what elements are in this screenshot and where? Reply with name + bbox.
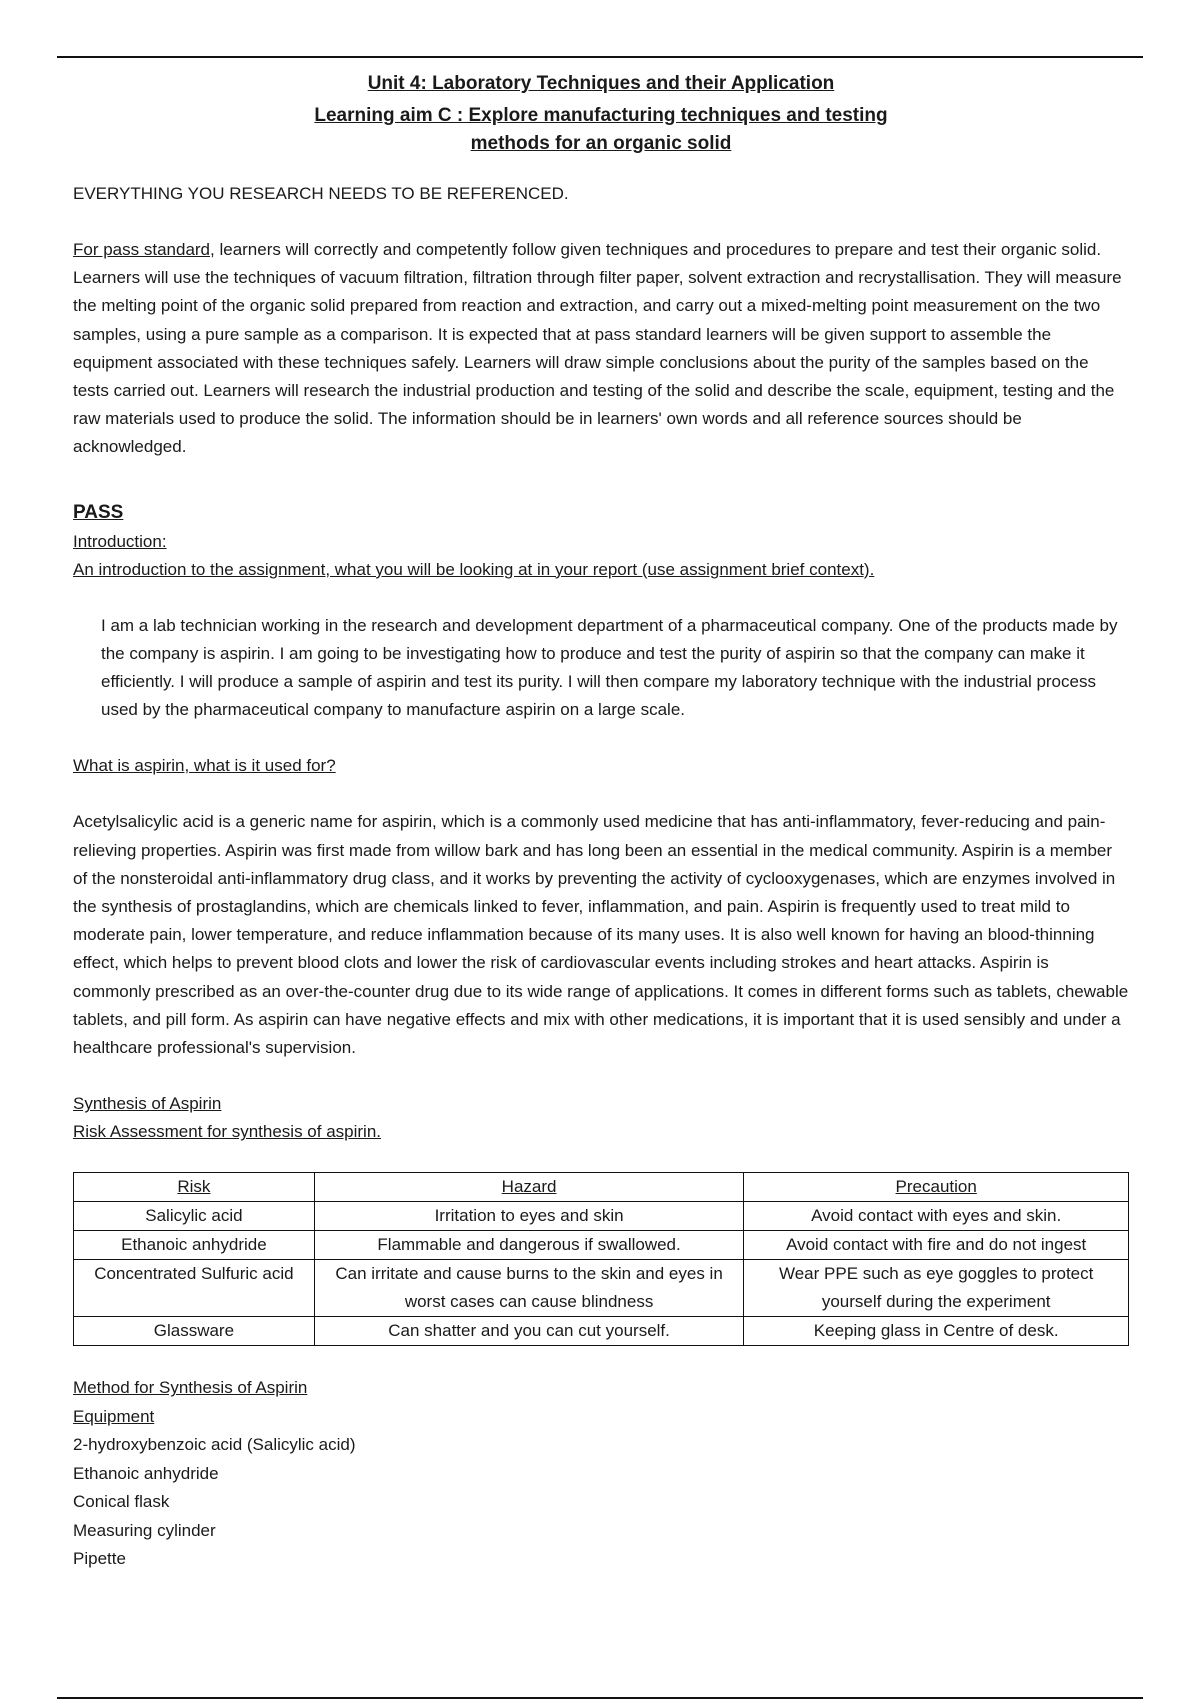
precaution-header: Precaution bbox=[744, 1173, 1129, 1202]
hazard-cell: Irritation to eyes and skin bbox=[314, 1202, 744, 1231]
risk-assessment-heading: Risk Assessment for synthesis of aspirin. bbox=[73, 1122, 382, 1142]
hazard-header: Hazard bbox=[314, 1173, 744, 1202]
pass-standard-paragraph bbox=[73, 236, 1129, 462]
table-row bbox=[74, 1317, 1129, 1346]
aspirin-text: Acetylsalicylic acid is a generic name for aspirin, which is a commonly used medicine that has anti-inflammatory, fever-reducing and pain-relieving properties. Aspirin was first made from willow bark and has long been an essential in the medical community. Aspirin is a member of the nonsteroidal anti-inflammatory drug class, and it works by preventing the activity of cyclooxygenases, which are enzymes involved in the synthesis of prostaglandins, which are chemicals linked to fever, inflammation, and pain. Aspirin is frequently used to treat mild to moderate pain, lower temperature, and reduce inflammation because of its many uses. It is also well known for having an blood-thinning effect, which helps to prevent blood clots and lower the risk of cardiovascular events including strokes and heart attacks. Aspirin is commonly prescribed as an over-the-counter drug due to its wide range of applications. It comes in different forms such as tablets, chewable tablets, and pill form. As aspirin can have negative effects and mix with other medications, it is important that it is used sensibly and under a healthcare professional's supervision. bbox=[73, 812, 1129, 1058]
hazard-cell: Can irritate and cause burns to the skin and eyes in worst cases can cause blindness bbox=[314, 1260, 744, 1317]
risk-cell: Ethanoic anhydride bbox=[74, 1231, 315, 1260]
introduction-prompt: An introduction to the assignment, what you will be looking at in your report (use assignment brief context). bbox=[73, 559, 875, 579]
precaution-cell: Avoid contact with fire and do not ingest bbox=[744, 1231, 1129, 1260]
risk-table-header bbox=[74, 1173, 1129, 1202]
method-section bbox=[73, 1374, 1129, 1574]
unit-title: Unit 4: Laboratory Techniques and their Application bbox=[367, 73, 835, 94]
aspirin-heading: What is aspirin, what is it used for? bbox=[73, 756, 336, 776]
title-block bbox=[73, 70, 1129, 158]
risk-table bbox=[73, 1172, 1129, 1346]
list-item: Ethanoic anhydride bbox=[73, 1463, 219, 1483]
equipment-heading: Equipment bbox=[73, 1406, 155, 1426]
pass-heading: PASS bbox=[73, 501, 124, 523]
risk-header: Risk bbox=[74, 1173, 315, 1202]
list-item: Conical flask bbox=[73, 1492, 170, 1512]
method-heading: Method for Synthesis of Aspirin bbox=[73, 1378, 308, 1398]
document-body bbox=[73, 70, 1129, 1574]
learning-aim-title: Learning aim C : Explore manufacturing techniques and testing bbox=[314, 105, 888, 126]
introduction-text: I am a lab technician working in the research and development department of a pharmaceutical company. One of the products made by the company is aspirin. I am going to be investigating how to produce and test the purity of aspirin so that the company can make it efficiently. I will produce a sample of aspirin and test its purity. I will then compare my laboratory technique with the industrial process used by the pharmaceutical company to manufacture aspirin on a large scale. bbox=[101, 615, 1118, 720]
table-row bbox=[74, 1231, 1129, 1260]
reference-notice: EVERYTHING YOU RESEARCH NEEDS TO BE REFERENCED. bbox=[73, 184, 569, 203]
list-item: 2-hydroxybenzoic acid (Salicylic acid) bbox=[73, 1435, 356, 1455]
precaution-cell: Wear PPE such as eye goggles to protect yourself during the experiment bbox=[744, 1260, 1129, 1317]
risk-cell: Glassware bbox=[74, 1317, 315, 1346]
hazard-cell: Can shatter and you can cut yourself. bbox=[314, 1317, 744, 1346]
introduction-label: Introduction: bbox=[73, 531, 167, 551]
bottom-rule bbox=[57, 1697, 1143, 1699]
pass-standard-lead: For pass standard bbox=[73, 240, 211, 259]
precaution-cell: Keeping glass in Centre of desk. bbox=[744, 1317, 1129, 1346]
table-row bbox=[74, 1260, 1129, 1317]
list-item: Measuring cylinder bbox=[73, 1520, 216, 1540]
precaution-cell: Avoid contact with eyes and skin. bbox=[744, 1202, 1129, 1231]
pass-standard-text: , learners will correctly and competently follow given techniques and procedures to prepare and test their organic solid. Learners will use the techniques of vacuum filtration, filtration through filter paper, solvent extraction and recrystallisation. They will measure the melting point of the organic solid prepared from reaction and extraction, and carry out a mixed-melting point measurement on the two samples, using a pure sample as a comparison. It is expected that at pass standard learners will be given support to assemble the equipment associated with these techniques safely. Learners will draw simple conclusions about the purity of the samples based on the tests carried out. Learners will research the industrial production and testing of the solid and describe the scale, equipment, testing and the raw materials used to produce the solid. The information should be in learners' own words and all reference sources should be acknowledged. bbox=[73, 240, 1122, 457]
risk-cell: Concentrated Sulfuric acid bbox=[74, 1260, 315, 1317]
table-row bbox=[74, 1202, 1129, 1231]
list-item: Pipette bbox=[73, 1549, 126, 1569]
risk-cell: Salicylic acid bbox=[74, 1202, 315, 1231]
top-rule bbox=[57, 56, 1143, 58]
hazard-cell: Flammable and dangerous if swallowed. bbox=[314, 1231, 744, 1260]
learning-aim-title-cont: methods for an organic solid bbox=[470, 133, 732, 154]
synthesis-heading: Synthesis of Aspirin bbox=[73, 1094, 222, 1114]
